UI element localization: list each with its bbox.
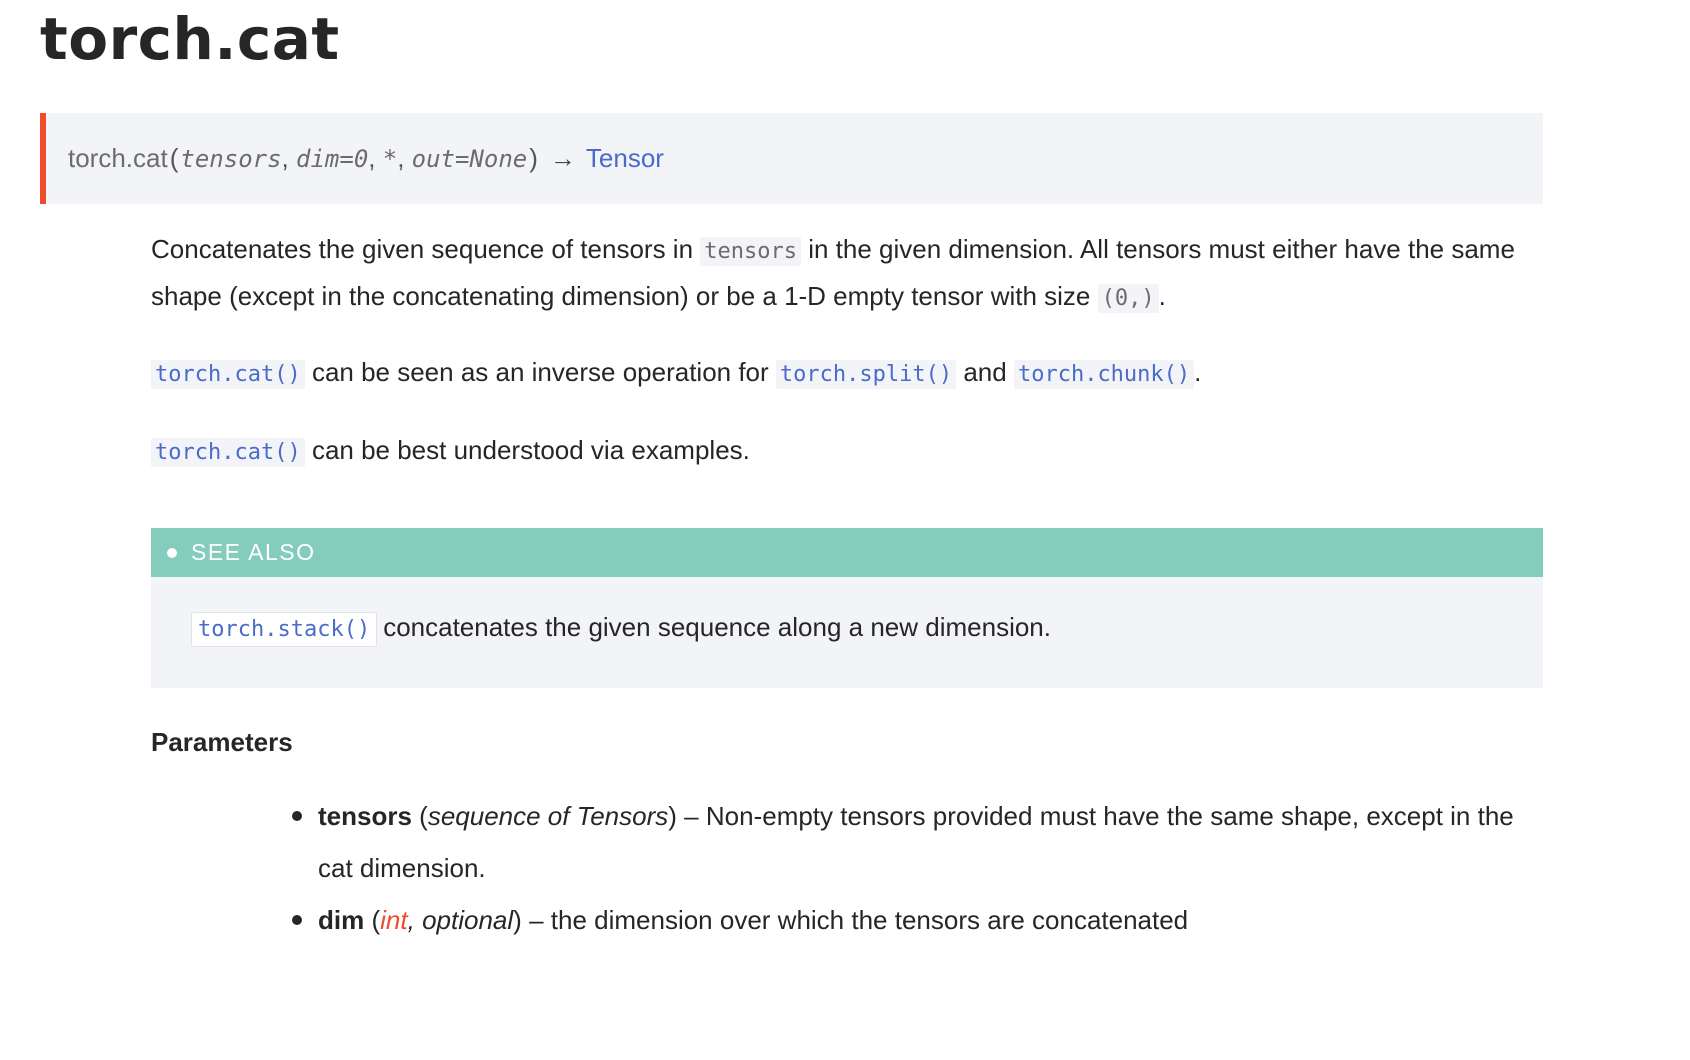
signature-param-star: *	[382, 144, 398, 173]
signature-separator: ,	[397, 143, 405, 173]
torch-cat-code: torch.cat()	[151, 438, 305, 467]
torch-cat-link[interactable]	[151, 357, 305, 387]
description-text: and	[963, 357, 1007, 387]
parameters-heading: Parameters	[151, 727, 293, 757]
description-text: in the given dimension. All tensors must either have the same shape (except in the concatenating dimension) or be a 1-D empty tensor with size	[151, 234, 1515, 311]
signature-close-paren: )	[529, 143, 538, 173]
description-paragraph-1	[151, 227, 1543, 321]
signature-name: torch.cat	[68, 143, 168, 173]
torch-split-code: torch.split()	[776, 360, 956, 389]
torch-chunk-code: torch.chunk()	[1014, 360, 1194, 389]
inline-code-tensors: tensors	[700, 237, 801, 266]
bullet-icon	[292, 811, 302, 821]
description-text: can be seen as an inverse operation for	[311, 357, 769, 387]
torch-cat-code: torch.cat()	[151, 360, 305, 389]
param-name-dim: dim	[318, 905, 365, 935]
torch-chunk-link[interactable]	[1014, 357, 1194, 387]
param-description: Non-empty tensors provided must have the same shape, except in the cat dimension.	[318, 801, 1514, 883]
param-dash: –	[684, 801, 699, 831]
torch-cat-link[interactable]	[151, 435, 305, 465]
description-period: .	[1194, 357, 1202, 387]
list-item	[318, 894, 1518, 946]
param-close-paren: )	[513, 905, 522, 935]
param-dash: –	[529, 905, 544, 935]
page-title: torch.cat	[40, 5, 340, 73]
function-signature	[40, 113, 1543, 204]
signature-separator: ,	[281, 143, 289, 173]
torch-stack-code: torch.stack()	[191, 612, 377, 647]
param-open-paren: (	[419, 801, 428, 831]
see-also-box	[151, 528, 1543, 688]
description-text: can be best understood via examples.	[311, 435, 750, 465]
bullet-icon	[292, 915, 302, 925]
bullet-icon	[167, 548, 177, 558]
see-also-body	[151, 612, 1543, 643]
see-also-header	[151, 528, 1543, 577]
param-type: optional	[422, 905, 514, 935]
signature-param-tensors: tensors	[180, 144, 282, 173]
param-type: sequence of Tensors	[427, 801, 669, 831]
signature-open-paren: (	[169, 143, 179, 173]
param-type-int-link[interactable]: int	[380, 905, 408, 935]
description-paragraph-2	[151, 350, 1543, 397]
see-also-title: SEE ALSO	[191, 539, 316, 565]
param-name-tensors: tensors	[318, 801, 412, 831]
parameter-list	[318, 790, 1518, 946]
signature-param-dim: dim=0	[296, 144, 369, 173]
torch-stack-link[interactable]	[191, 612, 377, 643]
inline-code-size: (0,)	[1098, 284, 1159, 313]
return-arrow-icon: →	[549, 143, 576, 173]
list-item	[318, 790, 1518, 894]
see-also-text: concatenates the given sequence along a new dimension.	[383, 612, 1051, 642]
signature-param-out: out=None	[411, 144, 528, 173]
torch-split-link[interactable]	[776, 357, 956, 387]
description-paragraph-3	[151, 428, 1543, 475]
param-type-comma: ,	[407, 905, 415, 935]
return-type-link[interactable]: Tensor	[585, 143, 664, 173]
param-open-paren: (	[371, 905, 381, 935]
signature-separator: ,	[368, 143, 376, 173]
param-description: the dimension over which the tensors are concatenated	[550, 905, 1189, 935]
param-close-paren: )	[668, 801, 677, 831]
description-text: Concatenates the given sequence of tensors in	[151, 234, 694, 264]
description-period: .	[1158, 281, 1166, 311]
